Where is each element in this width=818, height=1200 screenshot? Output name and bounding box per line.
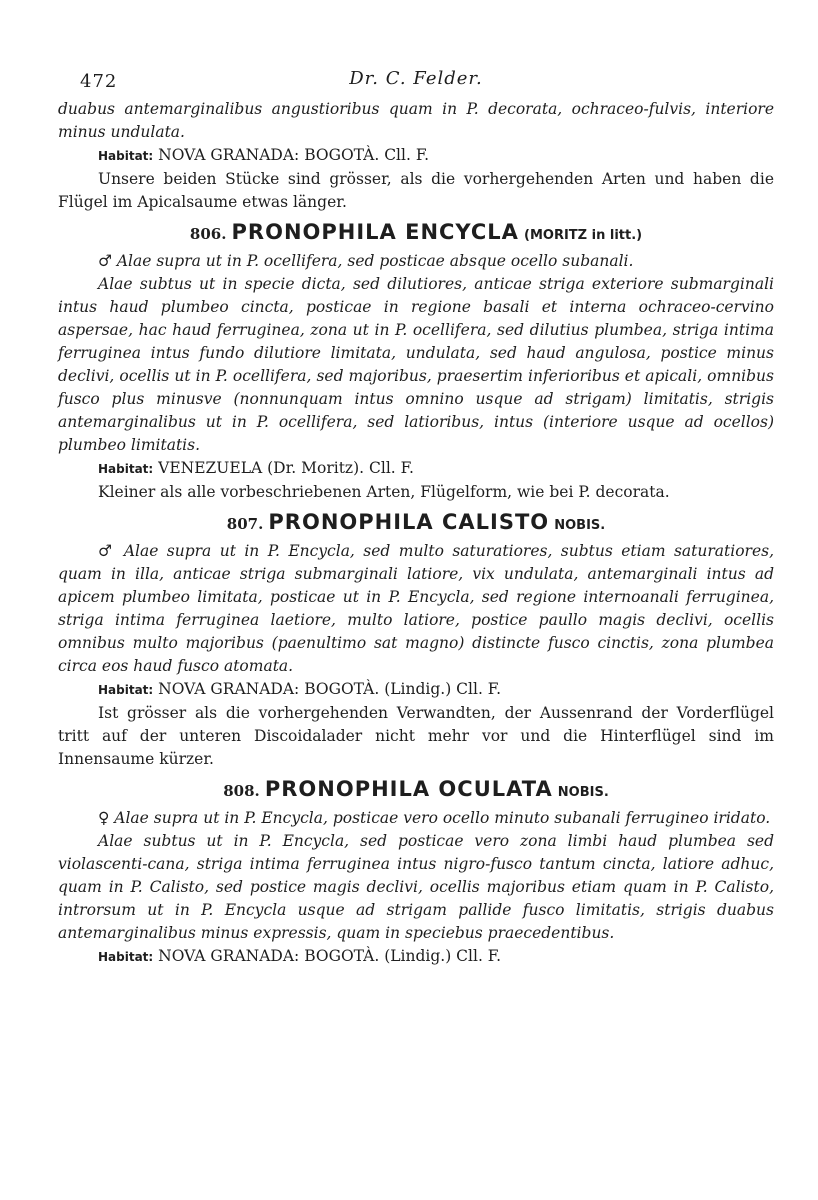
page-number: 472: [80, 71, 118, 92]
female-symbol: ♀: [98, 809, 110, 827]
habitat-text: NOVA GRANADA: BOGOTÀ. (Lindig.) Cll. F.: [158, 947, 502, 965]
species-number: 808.: [223, 782, 260, 800]
species-habitat: [58, 457, 774, 481]
habitat-label: Habitat:: [98, 462, 154, 476]
male-symbol: ♂: [98, 252, 112, 270]
species-name: PRONOPHILA CALISTO: [268, 510, 550, 534]
running-header: [58, 58, 774, 98]
upper-description-text: Alae supra ut in P. Encycla, sed multo saturatiores, subtus etiam saturatiores, quam in illa, anticae striga submarginali latiore, vix undulata, antemarginali intus ad apicem plumbeo limitata, posticae ut in P. Encycla, sed regione internoanali ferruginea, striga intima ferruginea laetiore, multo latiore, postice paullo magis declivi, ocellis omnibus multo majoribus (paenultimo sat magno) distincte fusco cinctis, zona plumbea circa eos haud fusco atomata.: [58, 542, 774, 675]
male-symbol: ♂: [98, 542, 116, 560]
habitat-label: Habitat:: [98, 950, 154, 964]
under-description: Alae subtus ut in specie dicta, sed dilutiores, anticae striga exteriore submarginali intus haud plumbeo cincta, posticae in regione basali et interna ochraceo-cervino aspersae, hac haud ferruginea, zona ut in P. ocellifera, sed dilutius plumbea, striga intima ferruginea intus fundo dilutiore limitata, undulata, sed haud angulosa, postice minus declivi, ocellis ut in P. ocellifera, sed majoribus, praesertim inferioribus et apicali, omnibus fusco plus minusve (nonnunquam intus omnino usque ad strigam) limitatis, strigis antemarginalibus ut in P. ocellifera, sed latioribus, intus (interiore usque ad ocellos) plumbeo limitatis.: [58, 275, 774, 454]
habitat-label: Habitat:: [98, 683, 154, 697]
intro-habitat: [58, 144, 774, 168]
under-description: Alae subtus ut in P. Encycla, sed posticae vero zona limbi haud plumbea sed violascenti-cana, striga intima ferruginea intus nigro-fusco tantum cincta, latiore adhuc, quam in P. Calisto, sed postice magis declivi, ocellis majoribus etiam quam in P. Calisto, introrsum ut in P. Encycla usque ad strigam pallide fusco limitatis, strigis duabus antemarginalibus minus expressis, quam in speciebus praecedentibus.: [58, 832, 774, 942]
species-heading-807: [58, 510, 774, 534]
upper-description: [58, 250, 774, 273]
intro-note: Unsere beiden Stücke sind grösser, als die vorhergehenden Arten und haben die Flügel im Apicalsaume etwas länger.: [58, 170, 774, 211]
running-title: Dr. C. Felder.: [349, 68, 483, 89]
species-author: NOBIS.: [554, 518, 606, 533]
species-heading-806: [58, 220, 774, 244]
species-note: Kleiner als alle vorbeschriebenen Arten, Flügelform, wie bei P. decorata.: [98, 483, 670, 501]
habitat-text: NOVA GRANADA: BOGOTÀ. (Lindig.) Cll. F.: [158, 680, 502, 698]
species-heading-808: [58, 777, 774, 801]
species-habitat: [58, 945, 774, 969]
upper-description: [58, 807, 774, 830]
species-author: (MORITZ in litt.): [524, 228, 643, 243]
species-name: PRONOPHILA OCULATA: [264, 777, 553, 801]
species-author: NOBIS.: [557, 785, 609, 800]
species-name: PRONOPHILA ENCYCLA: [231, 220, 519, 244]
upper-description-text: Alae supra ut in P. Encycla, posticae vero ocello minuto subanali ferrugineo iridato.: [114, 809, 771, 827]
continued-description: duabus antemarginalibus angustioribus quam in P. decorata, ochraceo-fulvis, interiore minus undulata.: [58, 100, 774, 141]
habitat-text: VENEZUELA (Dr. Moritz). Cll. F.: [158, 459, 414, 477]
habitat-text: NOVA GRANADA: BOGOTÀ. Cll. F.: [158, 146, 430, 164]
species-number: 807.: [226, 515, 264, 533]
upper-description-text: Alae supra ut in P. ocellifera, sed posticae absque ocello subanali.: [116, 252, 634, 270]
species-habitat: [58, 678, 774, 702]
document-page: [58, 58, 774, 969]
upper-description: [58, 540, 774, 678]
species-number: 806.: [189, 225, 227, 243]
habitat-label: Habitat:: [98, 149, 154, 163]
species-note: Ist grösser als die vorhergehenden Verwandten, der Aussenrand der Vorderflügel tritt auf der unteren Discoidalader nicht mehr vor und die Hinterflügel sind im Innensaume kürzer.: [58, 704, 774, 768]
